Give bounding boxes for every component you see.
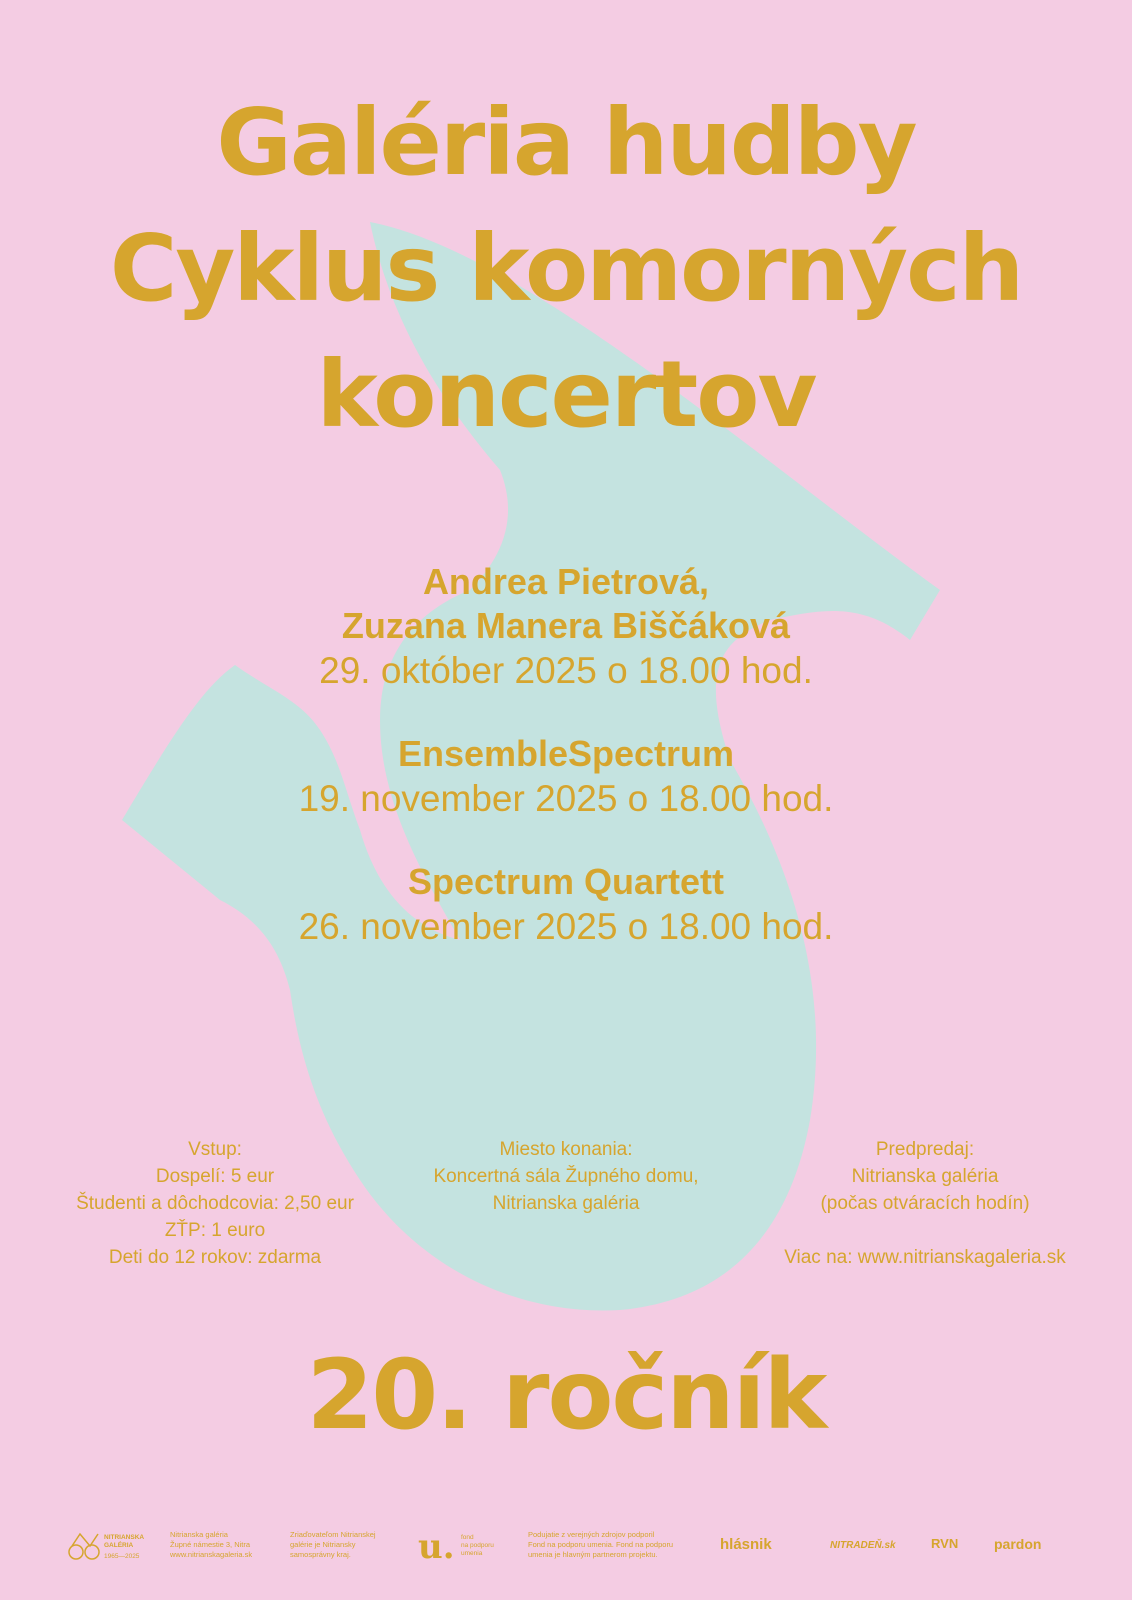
address-line: Župné námestie 3, Nitra — [170, 1540, 251, 1549]
entry-info — [40, 1136, 390, 1271]
support-line: Fond na podporu umenia. Fond na podporu — [528, 1540, 674, 1549]
presale-info — [735, 1136, 1115, 1271]
presale-heading: Predpredaj: — [875, 1139, 975, 1160]
concert-performer: EnsembleSpectrum — [397, 733, 735, 774]
website-link[interactable]: Viac na: www.nitrianskagaleria.sk — [784, 1247, 1066, 1268]
support-line: umenia je hlavným partnerom projektu. — [528, 1550, 658, 1559]
entry-line: Deti do 12 rokov: zdarma — [108, 1247, 322, 1268]
entry-heading: Vstup: — [188, 1139, 242, 1160]
presale-line: Nitrianska galéria — [851, 1166, 999, 1187]
fpu-text-line: na podporu — [461, 1542, 494, 1549]
ng-logo-name: NITRIANSKA GALÉRIA — [104, 1534, 144, 1549]
partner-logo-pardon: pardon — [994, 1536, 1042, 1552]
edition-label: 20. ročník — [306, 1339, 826, 1451]
concert-performer: Spectrum Quartett — [407, 861, 725, 902]
venue-line: Nitrianska galéria — [492, 1193, 640, 1214]
partner-logo-rvn: RVN — [931, 1536, 959, 1551]
address-line: Nitrianska galéria — [170, 1530, 228, 1539]
entry-line: ZŤP: 1 euro — [164, 1220, 266, 1241]
founder-line: samosprávny kraj. — [290, 1550, 351, 1559]
fpu-logo-icon: u. — [418, 1527, 455, 1567]
fpu-text-line: umenia — [461, 1550, 483, 1557]
concert-item — [0, 560, 1132, 694]
title-line-3: koncertov — [316, 341, 816, 448]
ng-logo-icon — [68, 1532, 102, 1562]
concert-date: 19. november 2025 o 18.00 hod. — [298, 778, 834, 819]
footer-logos — [68, 1527, 1068, 1576]
poster-title — [0, 80, 1132, 458]
founder-line: galérie je Nitriansky — [290, 1540, 356, 1549]
ng-logo-years: 1965—2025 — [104, 1553, 140, 1560]
concert-date: 29. október 2025 o 18.00 hod. — [319, 650, 813, 691]
entry-line: Študenti a dôchodcovia: 2,50 eur — [76, 1193, 354, 1214]
partner-logo-hlasnik: hlásnik — [720, 1536, 772, 1553]
venue-info — [390, 1136, 742, 1217]
concert-performer: Andrea Pietrová, — [422, 561, 710, 602]
venue-heading: Miesto konania: — [499, 1139, 633, 1160]
founder-line: Zriaďovateľom Nitrianskej — [290, 1530, 376, 1539]
concert-item — [0, 732, 1132, 822]
address-line: www.nitrianskagaleria.sk — [170, 1550, 253, 1559]
concert-list — [0, 560, 1132, 988]
title-line-2: Cyklus komorných — [109, 215, 1023, 322]
concert-date: 26. november 2025 o 18.00 hod. — [298, 906, 834, 947]
venue-line: Koncertná sála Župného domu, — [433, 1166, 699, 1187]
title-line-1: Galéria hudby — [216, 89, 916, 196]
support-note — [528, 1530, 673, 1560]
support-line: Podujatie z verejných zdrojov podporil — [528, 1530, 655, 1539]
concert-item — [0, 860, 1132, 950]
concert-performer: Zuzana Manera Biščáková — [341, 605, 791, 646]
partner-logo-nitraden: NITRADEŇ.sk — [830, 1540, 896, 1551]
fpu-text-line: fond — [461, 1534, 474, 1541]
fpu-logo-text — [461, 1534, 494, 1558]
entry-line: Dospelí: 5 eur — [155, 1166, 275, 1187]
founder-note — [290, 1530, 376, 1560]
ng-address — [170, 1530, 252, 1560]
presale-line: (počas otváracích hodín) — [820, 1193, 1030, 1214]
